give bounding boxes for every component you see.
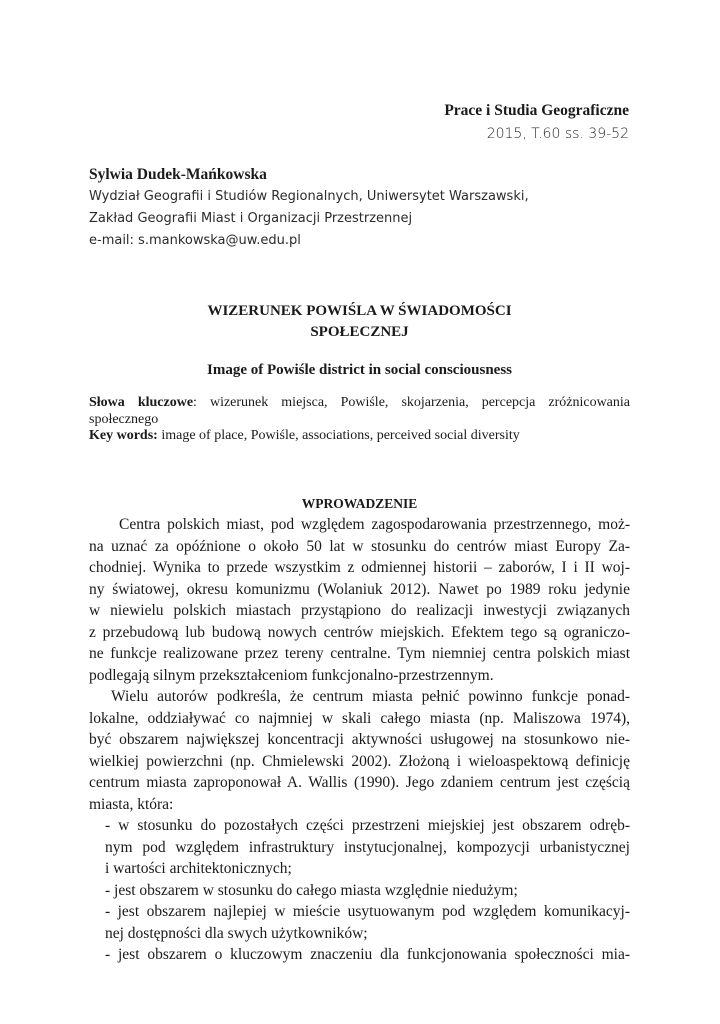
author-block: [89, 164, 649, 252]
list-item: - jest obszarem o kluczowym znaczeniu dla funkcjonowania społeczności mia-: [105, 946, 630, 963]
body-line: być obszarem największej koncentracji aktywności usługowej na stosunkowo nie-: [89, 731, 630, 748]
body-line: lokalne, oddziaływać co najmniej w skali całego miasta (np. Maliszowa 1974),: [89, 709, 630, 727]
list-item: - w stosunku do pozostałych części przestrzeni miejskiej jest obszarem odręb-: [105, 817, 630, 834]
body-line: centrum miasta zaproponował A. Wallis (1990). Jego zdaniem centrum jest częścią: [89, 774, 630, 791]
section-heading: WPROWADZENIE: [301, 496, 418, 511]
body-line: podlegają silnym przekształceniom funkcjonalno-przestrzennym.: [89, 666, 494, 684]
journal-title: Prace i Studia Geograficzne: [444, 102, 629, 119]
list-item: - jest obszarem najlepiej w mieście usytuowanym pod względem komunikacyj-: [105, 903, 630, 920]
body-line: Wielu autorów podkreśla, że centrum miasta pełnić powinno funkcje ponad-: [111, 688, 630, 705]
body-text: [89, 514, 630, 966]
body-line: ny światowej, okresu komunizmu (Wolaniuk 2012). Nawet po 1989 roku jedynie: [89, 580, 630, 598]
keywords-pl-label: Słowa kluczowe: [89, 395, 194, 410]
article-subtitle: Image of Powiśle district in social consciousness: [207, 362, 512, 378]
author-name: Sylwia Dudek-Mańkowska: [89, 166, 267, 183]
journal-header: [444, 100, 629, 146]
list-item: i wartości architektonicznych;: [105, 860, 292, 877]
keywords-pl-text: : wizerunek miejsca, Powiśle, skojarzenia, percepcja zróżnicowania społecznego: [89, 395, 630, 427]
article-title-line: WIZERUNEK POWIŚLA W ŚWIADOMOŚCI: [207, 303, 512, 319]
body-line: ne funkcje realizowane przez tereny centralne. Tym niemniej centra polskich miast: [89, 645, 630, 662]
body-line: miasta, która:: [89, 795, 174, 813]
keywords-en-text: image of place, Powiśle, associations, perceived social diversity: [157, 428, 520, 443]
affiliation-line: Wydział Geografii i Studiów Regionalnych, Uniwersytet Warszawski,: [89, 189, 529, 204]
journal-issue: 2015, T.60 ss. 39-52: [486, 126, 629, 142]
list-item: nej dostępności dla swych użytkowników;: [105, 924, 368, 942]
body-line: wielkiej powierzchni (np. Chmielewski 2002). Złożoną i wieloaspektową definicję: [89, 752, 630, 770]
body-line: w niewielu polskich miastach przystąpiono do realizacji inwestycji związanych: [89, 602, 630, 619]
article-title: [89, 301, 630, 343]
keywords-en-label: Key words:: [89, 428, 158, 443]
keywords-en: [89, 428, 630, 445]
keywords-block: [89, 395, 630, 445]
article-title-line: SPOŁECZNEJ: [310, 324, 409, 340]
affiliation-line: Zakład Geografii Miast i Organizacji Przestrzennej: [89, 211, 413, 226]
body-line: na uznać za opóźnione o około 50 lat w stosunku do centrów miast Europy Za-: [89, 537, 630, 555]
author-email[interactable]: e-mail: s.mankowska@uw.edu.pl: [89, 233, 301, 248]
body-line: z przebudową lub budową nowych centrów miejskich. Efektem tego są ograniczo-: [89, 623, 630, 641]
keywords-pl: [89, 395, 630, 428]
list-item: nym pod względem infrastruktury instytucjonalnej, kompozycji urbanistycznej: [105, 838, 630, 856]
body-line: chodniej. Wynika to przede wszystkim z odmiennej historii – zaborów, I i II woj-: [89, 559, 630, 576]
list-item: - jest obszarem w stosunku do całego miasta względnie niedużym;: [105, 881, 518, 899]
body-line: Centra polskich miast, pod względem zagospodarowania przestrzennego, moż-: [119, 516, 630, 533]
